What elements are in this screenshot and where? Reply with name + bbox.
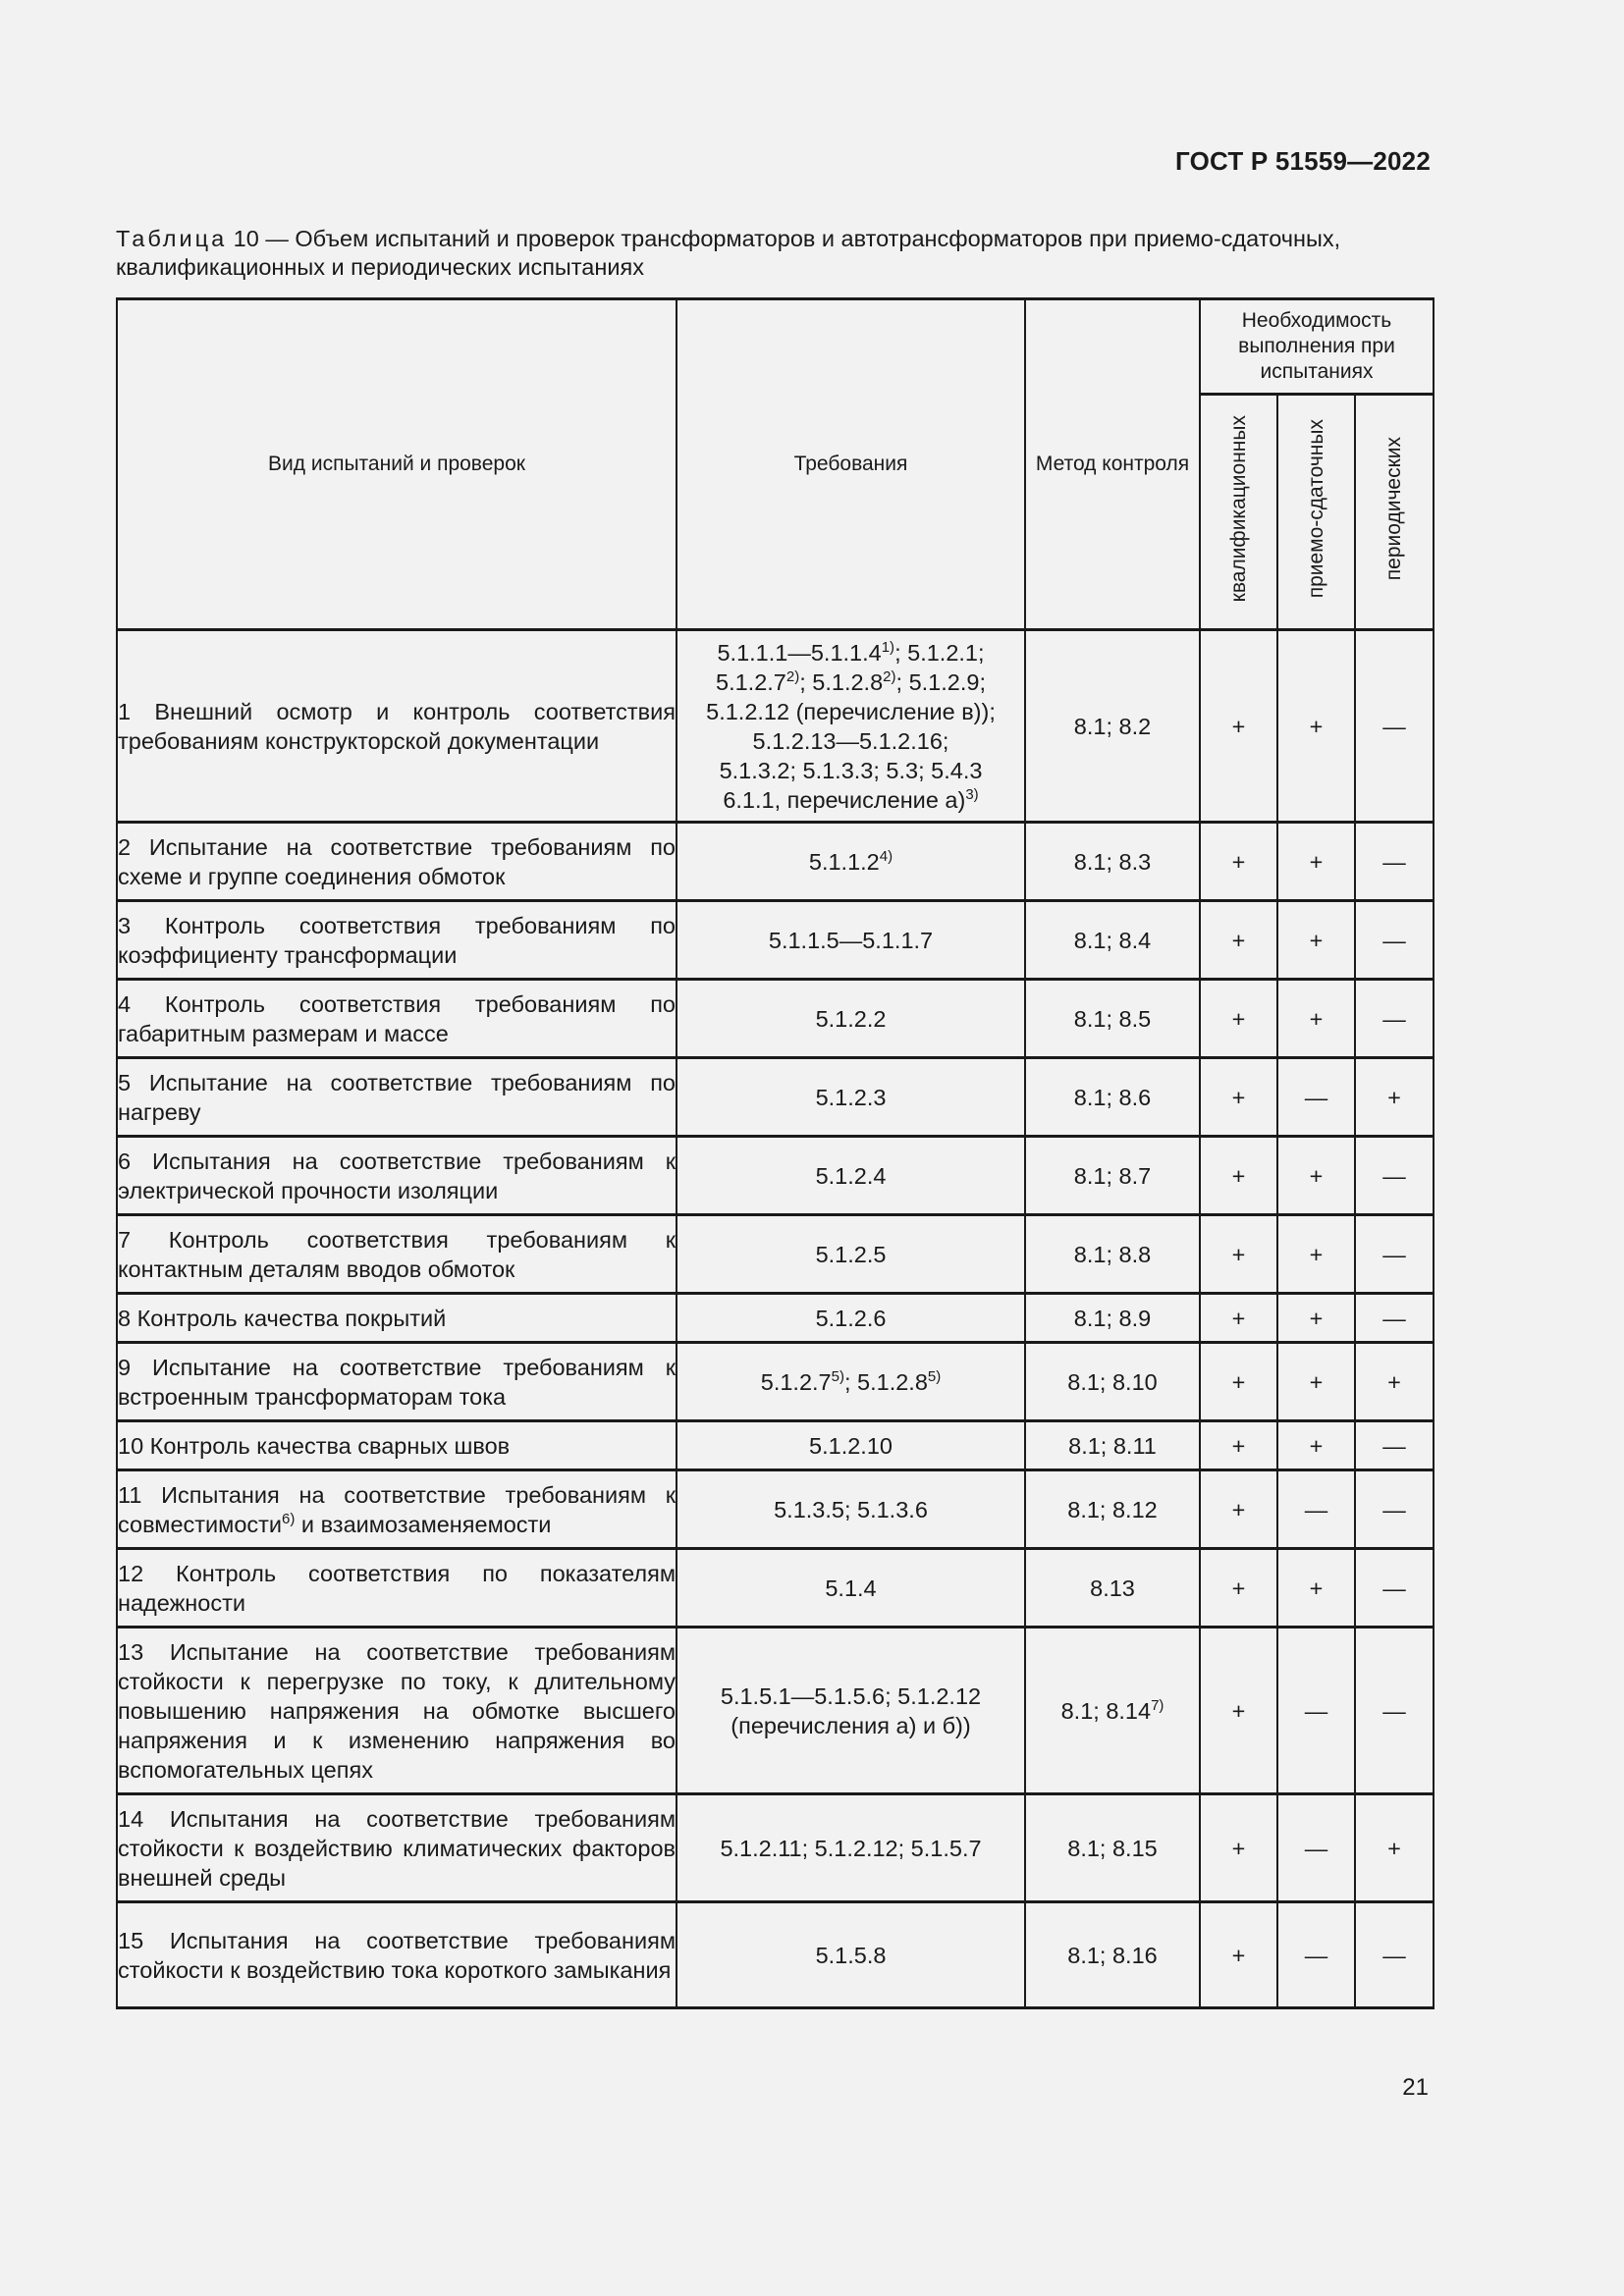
method-cell: 8.1; 8.16 [1025,1902,1200,2008]
header-necessity: Необходимость выполнения при испытаниях [1200,299,1434,395]
test-name-cell: 9 Испытание на соответствие требованиям к встроенным трансформаторам тока [117,1343,677,1421]
requirements-cell: 5.1.2.11; 5.1.2.12; 5.1.5.7 [677,1794,1025,1902]
test-name-cell: 12 Контроль соответствия по показателям надежности [117,1549,677,1628]
test-name-cell: 15 Испытания на соответствие требованиям стойкости к воздействию тока короткого замыкания [117,1902,677,2008]
acceptance-mark: + [1277,901,1355,980]
qualification-mark: + [1200,1058,1277,1137]
periodic-mark: + [1355,1343,1434,1421]
test-name-cell: 8 Контроль качества покрытий [117,1294,677,1343]
method-cell: 8.1; 8.10 [1025,1343,1200,1421]
table-row [117,823,1434,901]
method-cell: 8.1; 8.8 [1025,1215,1200,1294]
caption-word: Таблица [116,226,228,251]
header-requirements: Требования [677,299,1025,630]
table-row [117,1215,1434,1294]
requirements-cell: 5.1.1.5—5.1.1.7 [677,901,1025,980]
acceptance-mark: + [1277,980,1355,1058]
periodic-mark: — [1355,1549,1434,1628]
qualification-mark: + [1200,1794,1277,1902]
table-row [117,980,1434,1058]
method-cell: 8.1; 8.2 [1025,630,1200,823]
qualification-mark: + [1200,1421,1277,1470]
periodic-mark: — [1355,823,1434,901]
test-name-cell: 10 Контроль качества сварных швов [117,1421,677,1470]
acceptance-mark: — [1277,1058,1355,1137]
qualification-mark: + [1200,1294,1277,1343]
acceptance-mark: — [1277,1470,1355,1549]
test-name-cell: 14 Испытания на соответствие требованиям стойкости к воздействию климатических факторов внешней среды [117,1794,677,1902]
method-cell: 8.1; 8.12 [1025,1470,1200,1549]
header-acceptance: приемо-сдаточных [1304,418,1327,599]
table-row [117,1470,1434,1549]
acceptance-mark: + [1277,630,1355,823]
qualification-mark: + [1200,1343,1277,1421]
page-number: 21 [1402,2074,1429,2101]
acceptance-mark: + [1277,823,1355,901]
table-row [117,1902,1434,2008]
table-body [117,630,1434,2008]
requirements-cell: 5.1.1.2$^{4)}$ [677,823,1025,901]
periodic-mark: — [1355,901,1434,980]
method-cell: 8.1; 8.5 [1025,980,1200,1058]
acceptance-mark: — [1277,1628,1355,1794]
periodic-mark: + [1355,1058,1434,1137]
qualification-mark: + [1200,1628,1277,1794]
qualification-mark: + [1200,980,1277,1058]
test-name-cell: 1 Внешний осмотр и контроль соответствия требованиям конструкторской документации [117,630,677,823]
table-row [117,1794,1434,1902]
periodic-mark: — [1355,1137,1434,1215]
periodic-mark: — [1355,630,1434,823]
requirements-cell: 5.1.1.1—5.1.1.4$^{1)}$; 5.1.2.1; 5.1.2.7$^{2)}$; 5.1.2.8$^{2)}$; 5.1.2.9; 5.1.2.12 (перечисление в)); 5.1.2.13—5.1.2.16; 5.1.3.2; 5.1.3.3; 5.3; 5.4.3 6.1.1, перечисление а)$^{3)}$ [677,630,1025,823]
header-type: Вид испытаний и проверок [117,299,677,630]
acceptance-mark: + [1277,1215,1355,1294]
caption-text: 10 — Объем испытаний и проверок трансформаторов и автотрансформаторов при приемо-сдаточных, квалификационных и периодических испытаниях [116,226,1341,280]
requirements-cell: 5.1.2.2 [677,980,1025,1058]
tests-table [116,297,1435,2009]
method-cell: 8.1; 8.9 [1025,1294,1200,1343]
acceptance-mark: + [1277,1343,1355,1421]
table-row [117,1549,1434,1628]
method-cell: 8.1; 8.4 [1025,901,1200,980]
header-periodic: периодических [1382,436,1405,581]
requirements-cell: 5.1.2.7$^{5)}$; 5.1.2.8$^{5)}$ [677,1343,1025,1421]
qualification-mark: + [1200,1902,1277,2008]
acceptance-mark: + [1277,1294,1355,1343]
table-row [117,1058,1434,1137]
test-name-cell: 4 Контроль соответствия требованиям по габаритным размерам и массе [117,980,677,1058]
acceptance-mark: — [1277,1902,1355,2008]
table-row [117,630,1434,823]
method-cell: 8.1; 8.11 [1025,1421,1200,1470]
acceptance-mark: + [1277,1137,1355,1215]
periodic-mark: — [1355,1628,1434,1794]
table-row [117,1421,1434,1470]
table-row [117,901,1434,980]
method-cell: 8.1; 8.7 [1025,1137,1200,1215]
qualification-mark: + [1200,1137,1277,1215]
requirements-cell: 5.1.5.1—5.1.5.6; 5.1.2.12 (перечисления а) и б)) [677,1628,1025,1794]
periodic-mark: + [1355,1794,1434,1902]
method-cell: 8.1; 8.3 [1025,823,1200,901]
qualification-mark: + [1200,823,1277,901]
periodic-mark: — [1355,1421,1434,1470]
acceptance-mark: + [1277,1549,1355,1628]
qualification-mark: + [1200,1215,1277,1294]
table-caption [116,225,1432,282]
acceptance-mark: — [1277,1794,1355,1902]
standard-code: ГОСТ Р 51559—2022 [1175,146,1431,176]
test-name-cell: 5 Испытание на соответствие требованиям по нагреву [117,1058,677,1137]
periodic-mark: — [1355,980,1434,1058]
periodic-mark: — [1355,1215,1434,1294]
requirements-cell: 5.1.2.3 [677,1058,1025,1137]
qualification-mark: + [1200,1470,1277,1549]
header-qualification: квалификационных [1226,414,1250,603]
requirements-cell: 5.1.4 [677,1549,1025,1628]
method-cell: 8.1; 8.14$^{7)}$ [1025,1628,1200,1794]
test-name-cell: 7 Контроль соответствия требованиям к контактным деталям вводов обмоток [117,1215,677,1294]
method-cell: 8.13 [1025,1549,1200,1628]
header-qualification-cell [1200,395,1277,630]
test-name-cell: 6 Испытания на соответствие требованиям к электрической прочности изоляции [117,1137,677,1215]
requirements-cell: 5.1.3.5; 5.1.3.6 [677,1470,1025,1549]
qualification-mark: + [1200,901,1277,980]
table-row [117,1137,1434,1215]
test-name-cell: 3 Контроль соответствия требованиям по коэффициенту трансформации [117,901,677,980]
method-cell: 8.1; 8.15 [1025,1794,1200,1902]
header-periodic-cell [1355,395,1434,630]
requirements-cell: 5.1.2.6 [677,1294,1025,1343]
table-row [117,1343,1434,1421]
periodic-mark: — [1355,1470,1434,1549]
test-name-cell: 11 Испытания на соответствие требованиям к совместимости$^{6)}$ и взаимозаменяемости [117,1470,677,1549]
qualification-mark: + [1200,1549,1277,1628]
periodic-mark: — [1355,1902,1434,2008]
test-name-cell: 2 Испытание на соответствие требованиям по схеме и группе соединения обмоток [117,823,677,901]
requirements-cell: 5.1.2.10 [677,1421,1025,1470]
acceptance-mark: + [1277,1421,1355,1470]
periodic-mark: — [1355,1294,1434,1343]
qualification-mark: + [1200,630,1277,823]
requirements-cell: 5.1.2.4 [677,1137,1025,1215]
requirements-cell: 5.1.5.8 [677,1902,1025,2008]
table-row [117,1628,1434,1794]
method-cell: 8.1; 8.6 [1025,1058,1200,1137]
header-acceptance-cell [1277,395,1355,630]
requirements-cell: 5.1.2.5 [677,1215,1025,1294]
header-method: Метод контроля [1025,299,1200,630]
test-name-cell: 13 Испытание на соответствие требованиям стойкости к перегрузке по току, к длительному повышению напряжения на обмотке высшего напряжения и к изменению напряжения во вспомогательных цепях [117,1628,677,1794]
table-row [117,1294,1434,1343]
